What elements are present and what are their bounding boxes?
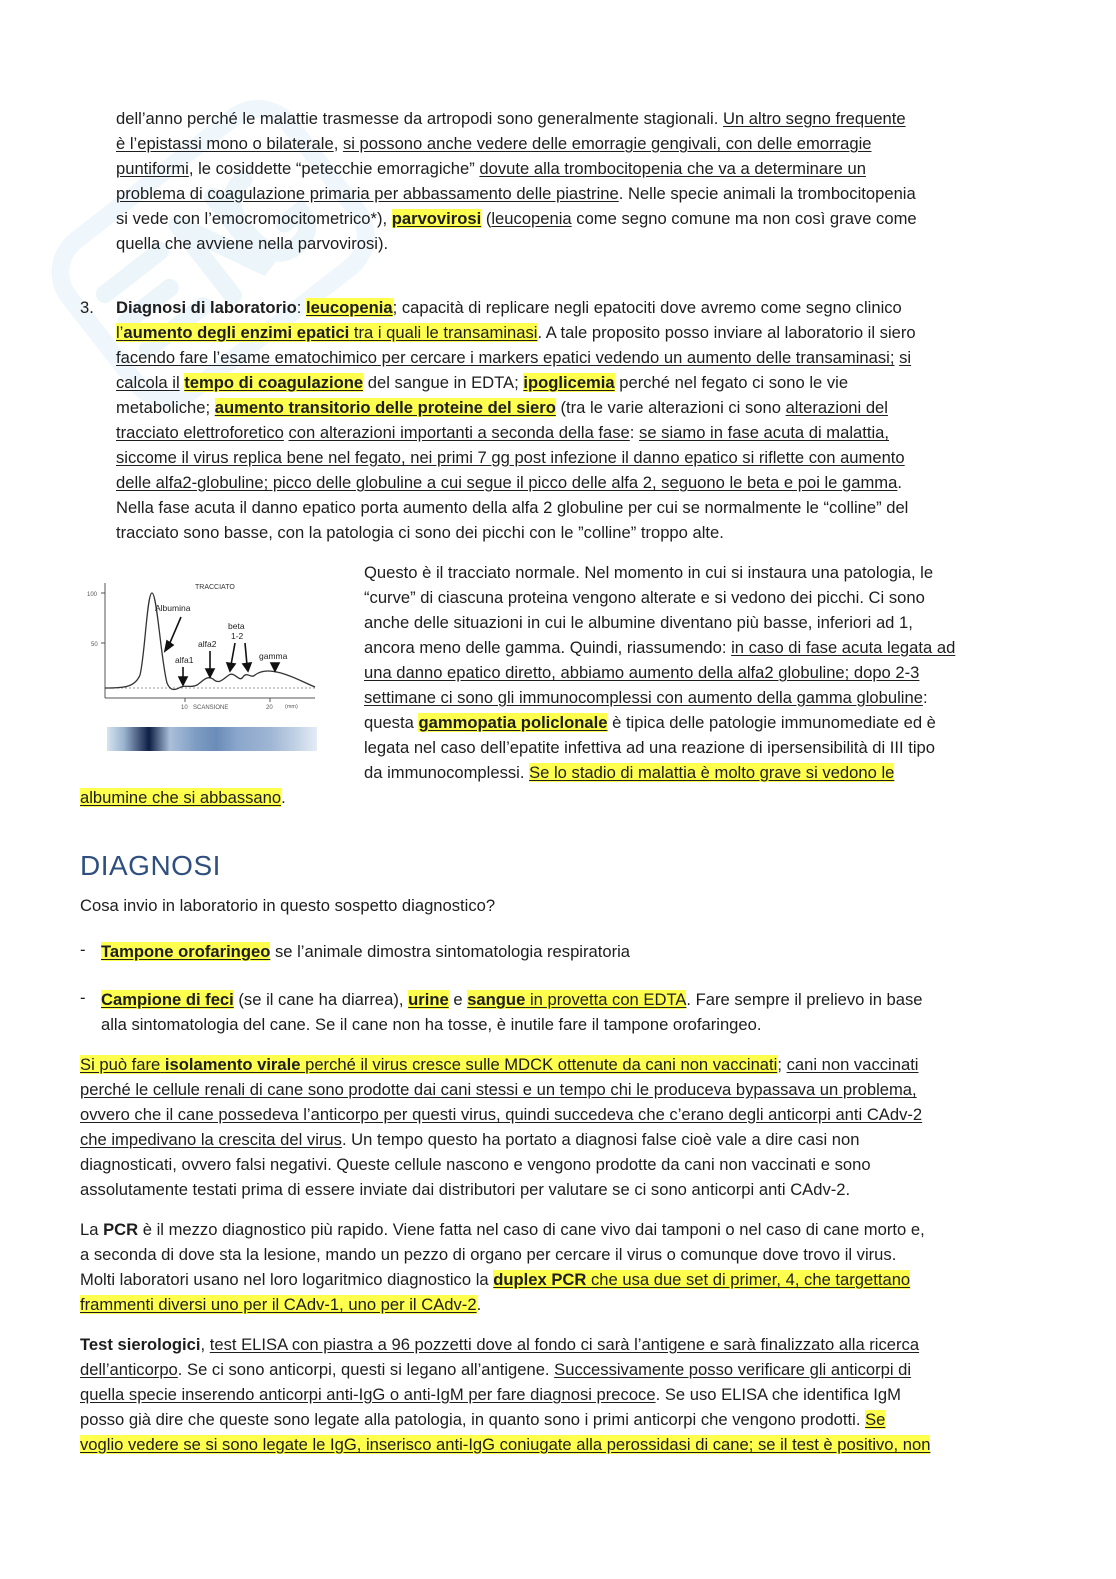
x-tick-label: 10 — [181, 705, 188, 711]
bold-text: isolamento virale — [164, 1055, 301, 1074]
highlighted-text: frammenti diversi uno per il CAdv-1, uno per il CAdv-2 — [80, 1295, 477, 1314]
text-line — [80, 1335, 919, 1356]
text-line — [116, 523, 724, 544]
text: come segno comune ma non così grave come — [576, 209, 917, 228]
underlined-text: si possono anche vedere delle emorragie gengivali, con delle emorragie — [342, 134, 872, 153]
label-albumina: Albumina — [155, 603, 191, 613]
bullet-item — [101, 942, 630, 963]
text: è il mezzo diagnostico più rapido. Viene fatta nel caso di cane vivo dai tamponi o nel caso di cane morto e, — [142, 1220, 925, 1239]
text-line — [80, 1105, 922, 1126]
text-line — [116, 423, 889, 444]
highlight-bold: tempo di coagulazione — [184, 373, 364, 392]
text-line — [116, 498, 908, 519]
text-line — [364, 638, 955, 659]
arrowhead — [271, 663, 279, 671]
underlined-text: cani non vaccinati — [786, 1055, 919, 1074]
y-tick-label: 100 — [87, 592, 98, 598]
highlight-bold: Tampone orofaringeo — [101, 942, 271, 961]
bullet-dash: - — [80, 940, 86, 959]
arrow-albumina — [169, 617, 181, 645]
text: del sangue in EDTA; — [367, 373, 519, 392]
text: si vede con l’emocromocitometrico*), — [116, 209, 388, 228]
label-alfa1: alfa1 — [175, 655, 194, 665]
text-line — [116, 159, 866, 180]
text: . Un tempo questo ha portato a diagnosi false cioè vale a dire casi non — [341, 1130, 860, 1149]
text-line — [364, 588, 925, 609]
text-line — [116, 298, 902, 319]
underlined-text: si — [899, 348, 912, 367]
text: questa — [364, 713, 414, 732]
highlight-bold: aumento transitorio delle proteine del siero — [214, 398, 556, 417]
underlined-text: settimane ci sono gli immunocomplessi con aumento della gamma globuline — [364, 688, 923, 707]
text-line — [116, 209, 917, 230]
underlined-text: facendo fare l’esame ematochimico per cercare i markers epatici vedendo un aumento delle transaminasi; — [116, 348, 895, 367]
arrowhead — [243, 663, 251, 671]
text-line — [101, 1015, 761, 1036]
bullet-item — [101, 990, 923, 1011]
question-line — [80, 896, 495, 917]
underlined-text: in caso di fase acuta legata ad — [731, 638, 956, 657]
text: “curve” di ciascuna proteina vengono alterate e si vedono dei picchi. Ci sono — [364, 588, 925, 607]
bold-text: sangue — [467, 990, 526, 1009]
arrowhead — [165, 641, 173, 651]
text: legata nel caso dell’epatite infettiva ad una reazione di ipersensibilità di III tipo — [364, 738, 936, 757]
x-axis-label: SCANSIONE — [193, 705, 229, 711]
text: anche delle situazioni in cui le albumine diventano più basse, inferiori ad 1, — [364, 613, 913, 632]
text: , le cosiddette “petecchie emorragiche” — [188, 159, 475, 178]
text-line — [116, 134, 872, 155]
text-line — [80, 1155, 871, 1176]
text: : — [629, 423, 635, 442]
bold-text: Diagnosi di laboratorio — [116, 298, 297, 317]
text: . A tale proposito posso inviare al laboratorio il siero — [537, 323, 916, 342]
text-line — [116, 109, 906, 130]
arrowhead — [227, 663, 235, 671]
underlined-text: dell’anticorpo — [80, 1360, 178, 1379]
highlight-bold: parvovirosi — [391, 209, 482, 228]
underlined-text: se siamo in fase acuta di malattia, — [639, 423, 889, 442]
highlighted-text: albumine che si abbassano — [80, 788, 282, 807]
bold-text: aumento degli enzimi epatici — [123, 323, 350, 342]
text-line — [364, 613, 913, 634]
highlighted-text: Se — [865, 1410, 886, 1429]
x-tick-label: 20 — [266, 705, 273, 711]
list-number: 3. — [80, 298, 94, 317]
text: : — [296, 298, 302, 317]
highlight-bold: Campione di feci — [101, 990, 234, 1009]
underlined-text: quella specie inserendo anticorpi anti-IgG o anti-IgM per fare diagnosi precoce — [80, 1385, 656, 1404]
text-line — [364, 713, 936, 734]
electrophoresis-figure — [85, 575, 330, 760]
text: . — [897, 473, 902, 492]
bullet-dash: - — [80, 988, 86, 1007]
highlight-group — [493, 1270, 910, 1289]
text: Si può fare — [80, 1055, 161, 1074]
highlight-bold: urine — [408, 990, 449, 1009]
underlined-text: leucopenia — [491, 209, 572, 228]
text: . — [476, 1295, 482, 1314]
text-line — [116, 398, 888, 419]
text: a seconda di dove sta la lesione, mando un pezzo di organo per cercare il virus o comunque dove trovo il virus. — [80, 1245, 897, 1264]
underlined-text: test ELISA con piastra a 96 pozzetti dove al fondo ci sarà l’antigene e sarà finalizzato alla ricerca — [209, 1335, 920, 1354]
label-beta-1-2: 1-2 — [231, 631, 244, 641]
section-heading: DIAGNOSI — [80, 850, 221, 881]
text: ancora meno delle gamma. Quindi, riassumendo: — [364, 638, 727, 657]
text-line — [80, 1410, 885, 1431]
label-beta: beta — [228, 621, 245, 631]
arrow-beta1 — [231, 643, 235, 665]
arrow-beta2 — [245, 643, 247, 665]
text-line — [116, 373, 848, 394]
underlined-text: alterazioni del — [785, 398, 888, 417]
text: , — [200, 1335, 206, 1354]
text: perché il virus cresce sulle MDCK ottenute da cani non vaccinati — [305, 1055, 778, 1074]
text: . Nelle specie animali la trombocitopenia — [618, 184, 916, 203]
underlined-text: puntiformi — [116, 159, 189, 178]
text-line — [80, 788, 286, 809]
underlined-text: che impedivano la crescita del virus — [80, 1130, 342, 1149]
text: in provetta con EDTA — [529, 990, 687, 1009]
underlined-text: Successivamente posso verificare gli anticorpi di — [554, 1360, 912, 1379]
text: ( — [485, 209, 492, 228]
underlined-text: è l’epistassi mono o bilaterale — [116, 134, 334, 153]
text-line — [80, 1080, 917, 1101]
text-line — [80, 1220, 925, 1241]
text: . Se ci sono anticorpi, questi si legano all’antigene. — [177, 1360, 550, 1379]
text: La — [80, 1220, 99, 1239]
text-line — [364, 688, 928, 709]
highlight-group — [467, 990, 686, 1009]
text-line — [116, 184, 916, 205]
electrophoresis-chart — [85, 575, 330, 760]
text: . — [281, 788, 286, 807]
text: Questo è il tracciato normale. Nel momento in cui si instaura una patologia, le — [364, 563, 934, 582]
underlined-text: calcola il — [116, 373, 180, 392]
text: Molti laboratori usano nel loro logaritmico diagnostico la — [80, 1270, 489, 1289]
text-line — [80, 1295, 481, 1316]
text: da immunocomplessi. — [364, 763, 525, 782]
underlined-text: problema di coagulazione primaria per abbassamento delle piastrine — [116, 184, 619, 203]
text: assolutamente testati prima di essere inviate dai distributori per valutare se ci sono anticorpi anti CAdv-2. — [80, 1180, 851, 1199]
text: alla sintomatologia del cane. Se il cane non ha tosse, è inutile fare il tampone orofaringeo. — [101, 1015, 762, 1034]
bold-text: duplex PCR — [493, 1270, 587, 1289]
text-line — [116, 448, 905, 469]
text: Nella fase acuta il danno epatico porta aumento della alfa 2 globuline per cui se normalmente le “colline” del — [116, 498, 909, 517]
label-alfa2: alfa2 — [198, 639, 217, 649]
highlight-bold: gammopatia policlonale — [418, 713, 608, 732]
text-line — [80, 1180, 850, 1201]
text: posso già dire che queste sono legate alla patologia, in quanto sono i primi anticorpi che vengono prodotti. — [80, 1410, 861, 1429]
underlined-text: siccome il virus replica bene nel fegato, nei primi 7 gg post infezione il danno epatico si riflette con aumento — [116, 448, 905, 467]
text: metaboliche; — [116, 398, 211, 417]
text: dell’anno perché le malattie trasmesse da artropodi sono generalmente stagionali. — [116, 109, 719, 128]
text-line — [80, 1270, 910, 1291]
text-line — [80, 1055, 919, 1076]
text: ; capacità di replicare negli epatociti dove avremo come segno clinico — [392, 298, 902, 317]
text-line — [116, 323, 916, 344]
text-line — [80, 1435, 930, 1456]
text-line — [116, 348, 911, 369]
highlight-bold: ipoglicemia — [523, 373, 615, 392]
text-line — [116, 473, 902, 494]
text-line — [80, 1385, 901, 1406]
underlined-text: delle alfa2-globuline; picco delle globuline a cui segue il picco delle alfa 2, seguono le beta e poi le gamma — [116, 473, 898, 492]
text: : — [922, 688, 928, 707]
text: diagnosticati, ovvero falsi negativi. Queste cellule nascono e vengono prodotte da cani non vaccinati e sono — [80, 1155, 871, 1174]
gel-band — [107, 727, 317, 751]
text-line — [364, 563, 933, 584]
unit-label: (mm) — [285, 704, 298, 710]
text-line — [364, 763, 894, 784]
highlight-group — [80, 1055, 777, 1074]
text: perché nel fegato ci sono le vie — [619, 373, 849, 392]
highlighted-text: voglio vedere se si sono legate le IgG, inserisco anti-IgG coniugate alla perossidasi di cane; se il test è positivo, non — [80, 1435, 931, 1454]
text: quella che avviene nella parvovirosi). — [116, 234, 389, 253]
text: se l’animale dimostra sintomatologia respiratoria — [274, 942, 631, 961]
text: ; — [777, 1055, 782, 1074]
label-gamma: gamma — [259, 651, 288, 661]
bold-text: Test sierologici — [80, 1335, 201, 1354]
text-line — [364, 663, 919, 684]
text: Cosa invio in laboratorio in questo sospetto diagnostico? — [80, 896, 496, 915]
text: (tra le varie alterazioni ci sono — [560, 398, 781, 417]
text: . Fare sempre il prelievo in base — [686, 990, 923, 1009]
text-line — [116, 234, 388, 255]
underlined-text: ovvero che il cane possedeva l’anticorpo per questi virus, quindi succedeva che c’erano degli anticorpi anti CAdv-2 — [80, 1105, 923, 1124]
text-line — [80, 1245, 896, 1266]
arrowhead — [179, 677, 187, 685]
underlined-text: perché le cellule renali di cane sono prodotte dai cani stessi e un tempo chi le produceva bypassava un problema, — [80, 1080, 917, 1099]
bold-text: PCR — [103, 1220, 139, 1239]
text-line — [80, 1360, 911, 1381]
text: . Se uso ELISA che identifica IgM — [655, 1385, 901, 1404]
underlined-text: dovute alla trombocitopenia che va a determinare un — [479, 159, 866, 178]
text: (se il cane ha diarrea), — [238, 990, 404, 1009]
underlined-text: con alterazioni importanti a seconda della fase — [288, 423, 630, 442]
text: è tipica delle patologie immunomediate ed è — [612, 713, 936, 732]
highlight-bold: leucopenia — [305, 298, 393, 317]
text: e — [453, 990, 463, 1009]
text: che usa due set di primer, 4, che targettano — [590, 1270, 911, 1289]
y-tick-label: 50 — [91, 642, 98, 648]
text-line — [80, 1130, 859, 1151]
text: l’ — [116, 323, 124, 342]
arrowhead — [206, 669, 214, 677]
text: tra i quali le transaminasi — [353, 323, 538, 342]
underlined-text: una danno epatico diretto, abbiamo aumento della alfa2 globuline; dopo 2-3 — [364, 663, 920, 682]
text: tracciato sono basse, con la patologia ci sono dei picchi con le ”colline” troppo alte. — [116, 523, 724, 542]
text: , — [333, 134, 339, 153]
underlined-text: Un altro segno frequente — [722, 109, 906, 128]
underlined-text: tracciato elettroforetico — [116, 423, 284, 442]
highlighted-text: Se lo stadio di malattia è molto grave si vedono le — [529, 763, 895, 782]
text-line — [364, 738, 935, 759]
chart-title: TRACCIATO — [195, 584, 235, 591]
highlight-group — [116, 323, 537, 342]
